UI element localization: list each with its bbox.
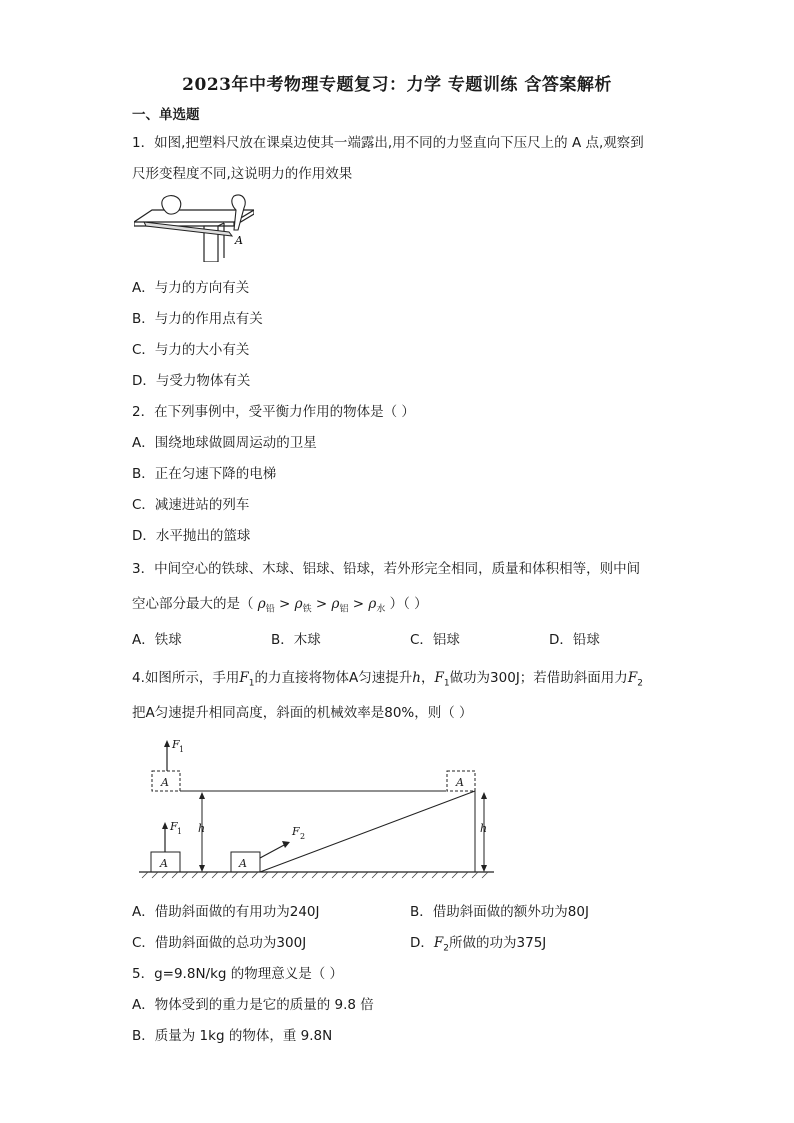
q2-option-d[interactable]: D．水平抛出的篮球 xyxy=(132,528,251,544)
q3-option-d[interactable]: D．铅球 xyxy=(549,632,600,648)
f1-subscript-bottom: 1 xyxy=(177,827,183,836)
q3-stem-line2: 空心部分最大的是（ $\rho_铅 > \rho_铁 > \rho_铝 > \rho_水$ ）（ ） xyxy=(132,596,428,615)
q1-stem-line2: 尺形变程度不同,这说明力的作用效果 xyxy=(132,166,353,182)
q2-option-b[interactable]: B．正在匀速下降的电梯 xyxy=(132,466,277,482)
q4-option-a[interactable]: A．借助斜面做的有用功为240J xyxy=(132,904,320,920)
box-a-label: A xyxy=(160,857,168,870)
q5-option-a[interactable]: A．物体受到的重力是它的质量的 9.8 倍 xyxy=(132,997,374,1013)
q1-stem-line1: 1．如图,把塑料尺放在课桌边使其一端露出,用不同的力竖直向下压尺上的 A 点,观察到 xyxy=(132,135,644,151)
q2-option-a[interactable]: A．围绕地球做圆周运动的卫星 xyxy=(132,435,317,451)
q4-stem-line2: 把A匀速提升相同高度，斜面的机械效率是80%，则（ ） xyxy=(132,705,473,721)
box-a-label: A xyxy=(239,857,247,870)
q4-incline-figure xyxy=(134,735,494,880)
q1-option-a[interactable]: A．与力的方向有关 xyxy=(132,280,250,296)
svg-text:1: 1 xyxy=(179,745,185,754)
svg-text:2: 2 xyxy=(300,832,306,841)
q2-stem: 2．在下列事例中，受平衡力作用的物体是（ ） xyxy=(132,404,415,420)
q1-option-d[interactable]: D．与受力物体有关 xyxy=(132,373,251,389)
rho-symbol: ρ xyxy=(368,596,377,612)
f-symbol: F xyxy=(627,670,638,686)
q3-option-a[interactable]: A．铁球 xyxy=(132,632,182,648)
rho-symbol: ρ xyxy=(331,596,340,612)
rho-symbol: ρ xyxy=(294,596,303,612)
section-heading: 一、单选题 xyxy=(132,107,200,123)
q1-option-c[interactable]: C．与力的大小有关 xyxy=(132,342,250,358)
height-label-left: h xyxy=(198,822,206,835)
f-symbol: F xyxy=(434,670,444,686)
f1-label-bottom: F xyxy=(170,820,178,833)
left-hand xyxy=(162,196,181,214)
q4-option-b[interactable]: B．借助斜面做的额外功为80J xyxy=(410,904,589,920)
q4-stem-line1: 4.如图所示，手用$F_1$的力直接将物体A匀速提升h，$F_1$做功为300J；若借助斜面用力$F_2$ xyxy=(132,670,643,689)
q3-option-c[interactable]: C．铝球 xyxy=(410,632,460,648)
q5-option-b[interactable]: B．质量为 1kg 的物体，重 9.8N xyxy=(132,1028,333,1044)
f-subscript-1: 1 xyxy=(443,678,450,689)
point-a-label: A xyxy=(235,234,243,247)
q1-option-b[interactable]: B．与力的作用点有关 xyxy=(132,311,263,327)
f-symbol: F xyxy=(433,935,444,951)
q1-ruler-desk-figure xyxy=(134,192,254,262)
q2-option-c[interactable]: C．减速进站的列车 xyxy=(132,497,250,513)
svg-text:A: A xyxy=(161,776,169,789)
svg-text:F: F xyxy=(172,738,180,751)
q4-option-d[interactable]: D．$F_2$所做的功为375J xyxy=(410,935,547,954)
ground-hatching xyxy=(142,872,488,878)
page-title: 2023年中考物理专题复习：力学 专题训练 含答案解析 xyxy=(182,75,612,95)
height-label-right: h xyxy=(480,822,488,835)
q4-option-c[interactable]: C．借助斜面做的总功为300J xyxy=(132,935,307,951)
q3-option-b[interactable]: B．木球 xyxy=(271,632,321,648)
gt-symbol: > xyxy=(352,596,365,612)
q3-stem-line1: 3．中间空心的铁球、木球、铝球、铅球，若外形完全相同，质量和体积相等，则中间 xyxy=(132,561,641,577)
svg-text:F: F xyxy=(292,825,300,838)
ruler xyxy=(144,222,232,236)
box-a-label: A xyxy=(456,776,464,789)
f2-arrow xyxy=(260,844,286,858)
q5-stem: 5．g=9.8N/kg 的物理意义是（ ） xyxy=(132,966,344,982)
f-subscript-2: 2 xyxy=(443,943,450,954)
gt-symbol: > xyxy=(315,596,328,612)
